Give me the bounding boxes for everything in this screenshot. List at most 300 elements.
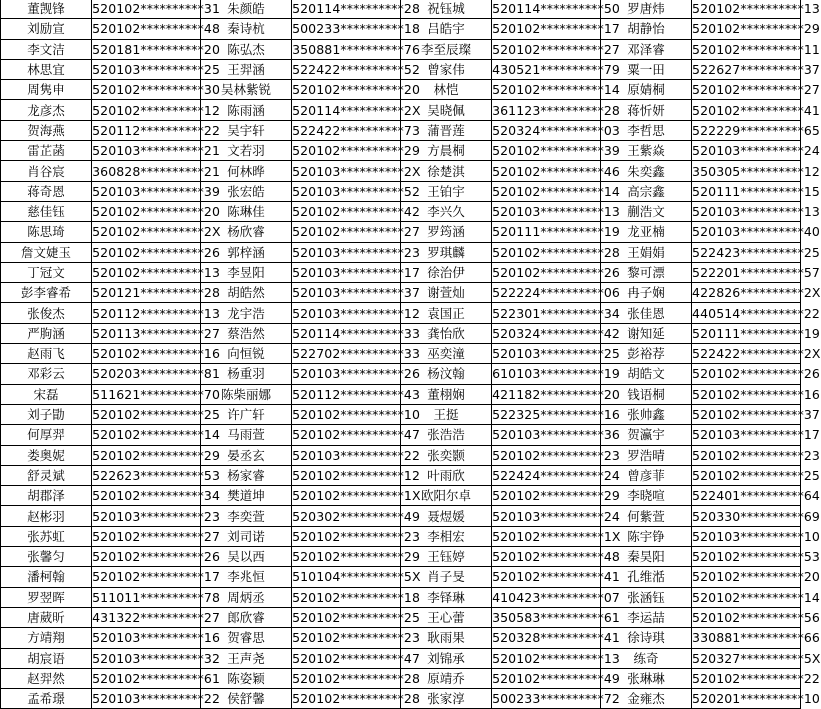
student-name-cell: 张涵钰 <box>600 587 691 607</box>
id-number-cell: 520103**********39 <box>92 181 201 201</box>
id-number-cell: 520328**********41 <box>492 628 601 648</box>
id-number-cell: 520102**********29 <box>292 547 401 567</box>
id-number-cell: 520102**********27 <box>492 39 601 59</box>
id-number-cell: 520103**********17 <box>692 425 801 445</box>
id-number-cell: 522423**********25 <box>692 242 801 262</box>
student-name-cell: 钱语桐 <box>600 384 691 404</box>
id-number-cell: 520102**********14 <box>492 181 601 201</box>
id-number-cell: 520103**********32 <box>92 648 201 668</box>
student-name-cell: 秦诗杭 <box>200 19 291 39</box>
student-name-cell: 杨重羽 <box>200 364 291 384</box>
student-name-cell: 金雍杰 <box>600 689 691 709</box>
table-row <box>1 242 801 262</box>
student-name-cell: 邓彩云 <box>1 364 92 384</box>
id-number-cell: 520102**********47 <box>292 425 401 445</box>
student-name-cell: 王挺 <box>400 404 491 424</box>
student-name-cell: 袁国正 <box>400 303 491 323</box>
table-row <box>1 201 801 221</box>
student-name-cell: 徐治伊 <box>400 262 491 282</box>
student-name-cell: 董觊锋 <box>1 0 92 19</box>
id-number-cell: 520114**********28 <box>292 0 401 19</box>
table-row <box>1 607 801 627</box>
id-number-cell: 520102**********61 <box>92 668 201 688</box>
student-name-cell: 董栩娴 <box>400 384 491 404</box>
id-number-cell: 520102**********23 <box>292 526 401 546</box>
student-name-cell: 曾彦菲 <box>600 465 691 485</box>
id-number-cell: 520102**********12 <box>92 100 201 120</box>
id-number-cell: 522325**********16 <box>492 404 601 424</box>
student-name-cell: 宋磊 <box>1 384 92 404</box>
student-name-cell: 李文洁 <box>1 39 92 59</box>
id-number-cell: 520102**********28 <box>292 689 401 709</box>
student-name-cell: 原婧桐 <box>600 80 691 100</box>
id-number-cell: 520102**********27 <box>692 80 801 100</box>
id-number-cell: 520324**********03 <box>492 120 601 140</box>
student-name-cell: 徐诗琪 <box>600 628 691 648</box>
id-number-cell: 520103**********52 <box>292 181 401 201</box>
student-name-cell: 张佳恩 <box>600 303 691 323</box>
student-name-cell: 文若羽 <box>200 141 291 161</box>
id-number-cell: 520102**********34 <box>92 486 201 506</box>
student-name-cell: 张俊杰 <box>1 303 92 323</box>
id-number-cell: 522623**********53 <box>92 465 201 485</box>
table-row <box>1 364 801 384</box>
id-number-cell: 520103**********36 <box>492 425 601 445</box>
id-number-cell: 520102**********28 <box>292 668 401 688</box>
id-number-cell: 520114**********50 <box>492 0 601 19</box>
table-row <box>1 404 801 424</box>
student-name-cell: 马雨萱 <box>200 425 291 445</box>
id-number-cell: 520103**********24 <box>492 506 601 526</box>
table-row <box>1 526 801 546</box>
id-number-cell: 520102**********13 <box>492 648 601 668</box>
id-number-cell: 520102**********20 <box>92 201 201 221</box>
student-name-cell: 蒯浩文 <box>600 201 691 221</box>
id-number-cell: 520102**********23 <box>492 445 601 465</box>
student-name-cell: 胡皓然 <box>200 283 291 303</box>
student-name-cell: 龚怡欣 <box>400 323 491 343</box>
id-number-cell: 520102**********29 <box>92 445 201 465</box>
id-number-cell: 520102**********26 <box>692 364 801 384</box>
id-number-cell: 520102**********25 <box>692 465 801 485</box>
id-number-cell: 520103**********22 <box>292 445 401 465</box>
student-name-cell: 陈宇铮 <box>600 526 691 546</box>
id-number-cell: 330881**********66 <box>692 628 801 648</box>
id-number-cell: 520103**********2X <box>292 161 401 181</box>
student-name-cell: 张琳琳 <box>600 668 691 688</box>
id-number-cell: 520102**********16 <box>92 344 201 364</box>
table-row <box>1 161 801 181</box>
id-number-cell: 520181**********20 <box>92 39 201 59</box>
id-number-cell: 520102**********56 <box>692 607 801 627</box>
student-name-cell: 林思宜 <box>1 59 92 79</box>
id-number-cell: 520102**********49 <box>492 668 601 688</box>
student-name-cell: 贺睿思 <box>200 628 291 648</box>
id-number-cell: 520103**********25 <box>92 59 201 79</box>
table-row <box>1 222 801 242</box>
student-name-cell: 吴宇轩 <box>200 120 291 140</box>
student-name-cell: 张宏皓 <box>200 181 291 201</box>
student-name-cell: 胡宸语 <box>1 648 92 668</box>
id-number-cell: 520102**********23 <box>692 445 801 465</box>
id-number-cell: 520102**********16 <box>692 384 801 404</box>
id-number-cell: 520102**********29 <box>292 141 401 161</box>
student-name-cell: 王心蕾 <box>400 607 491 627</box>
student-name-cell: 张奕颢 <box>400 445 491 465</box>
id-number-cell: 520102**********28 <box>492 242 601 262</box>
student-name-cell: 巫奕潼 <box>400 344 491 364</box>
id-number-cell: 520102**********26 <box>492 262 601 282</box>
student-name-cell: 祝钰城 <box>400 0 491 19</box>
student-name-cell: 李兆恒 <box>200 567 291 587</box>
id-number-cell: 520114**********2X <box>292 100 401 120</box>
student-name-cell: 贺海燕 <box>1 120 92 140</box>
id-number-cell: 522702**********33 <box>292 344 401 364</box>
table-row <box>1 486 801 506</box>
id-number-cell: 520114**********33 <box>292 323 401 343</box>
id-number-cell: 520102**********1X <box>492 526 601 546</box>
student-name-cell: 罗翌晖 <box>1 587 92 607</box>
id-number-cell: 520102**********46 <box>492 161 601 181</box>
id-number-cell: 520103**********26 <box>292 364 401 384</box>
student-name-cell: 何厚羿 <box>1 425 92 445</box>
id-number-cell: 421182**********20 <box>492 384 601 404</box>
student-name-cell: 陈柴丽娜 <box>200 384 291 404</box>
table-row <box>1 384 801 404</box>
student-name-cell: 刘锦承 <box>400 648 491 668</box>
student-name-cell: 慈佳钰 <box>1 201 92 221</box>
id-number-cell: 500233**********72 <box>492 689 601 709</box>
student-name-cell: 唐葳昕 <box>1 607 92 627</box>
student-name-cell: 周隽申 <box>1 80 92 100</box>
student-name-cell: 方晨桐 <box>400 141 491 161</box>
student-name-cell: 彭裕荐 <box>600 344 691 364</box>
id-number-cell: 522229**********65 <box>692 120 801 140</box>
id-number-cell: 520102**********12 <box>292 465 401 485</box>
id-number-cell: 520102**********30 <box>92 80 201 100</box>
student-name-cell: 蔡浩然 <box>200 323 291 343</box>
student-name-cell: 罗筠涵 <box>400 222 491 242</box>
table-row <box>1 181 801 201</box>
student-name-cell: 周炳丞 <box>200 587 291 607</box>
student-name-cell: 龙宇浩 <box>200 303 291 323</box>
student-name-cell: 吕皓宇 <box>400 19 491 39</box>
id-number-cell: 520103**********13 <box>692 201 801 221</box>
student-name-cell: 赵羿然 <box>1 668 92 688</box>
student-name-cell: 李奕萱 <box>200 506 291 526</box>
id-number-cell: 520102**********42 <box>292 201 401 221</box>
student-name-cell: 张馨匀 <box>1 547 92 567</box>
id-number-cell: 520102**********27 <box>292 222 401 242</box>
id-number-cell: 520102**********41 <box>692 100 801 120</box>
id-number-cell: 520113**********27 <box>92 323 201 343</box>
table-row <box>1 465 801 485</box>
student-name-cell: 谢萱灿 <box>400 283 491 303</box>
id-number-cell: 520112**********22 <box>92 120 201 140</box>
id-number-cell: 520102**********29 <box>492 486 601 506</box>
id-number-cell: 520111**********19 <box>492 222 601 242</box>
id-number-cell: 520103**********23 <box>92 506 201 526</box>
id-number-cell: 520103**********16 <box>92 628 201 648</box>
id-number-cell: 520102**********37 <box>692 404 801 424</box>
student-name-cell: 王铂宇 <box>400 181 491 201</box>
id-number-cell: 522424**********24 <box>492 465 601 485</box>
id-number-cell: 520102**********17 <box>92 567 201 587</box>
student-name-cell: 朱颜皓 <box>200 0 291 19</box>
id-number-cell: 440514**********22 <box>692 303 801 323</box>
id-number-cell: 520102**********14 <box>492 80 601 100</box>
student-name-cell: 曾家伟 <box>400 59 491 79</box>
id-number-cell: 511011**********78 <box>92 587 201 607</box>
student-name-cell: 杨家睿 <box>200 465 291 485</box>
student-name-cell: 吴林紫锐 <box>200 80 291 100</box>
student-name-cell: 肖谷宸 <box>1 161 92 181</box>
id-number-cell: 520102**********13 <box>92 262 201 282</box>
id-number-cell: 520103**********22 <box>92 689 201 709</box>
student-name-cell: 詹文婕玉 <box>1 242 92 262</box>
id-number-cell: 520327**********5X <box>692 648 801 668</box>
id-number-cell: 520102**********11 <box>692 39 801 59</box>
id-number-cell: 520203**********81 <box>92 364 201 384</box>
id-number-cell: 520103**********25 <box>492 344 601 364</box>
student-name-cell: 李昱阳 <box>200 262 291 282</box>
id-number-cell: 520103**********37 <box>292 283 401 303</box>
student-name-cell: 方靖翔 <box>1 628 92 648</box>
student-name-cell: 龙亚楠 <box>600 222 691 242</box>
id-number-cell: 520102**********27 <box>92 526 201 546</box>
student-name-cell: 蒋忻妍 <box>600 100 691 120</box>
table-row <box>1 547 801 567</box>
student-name-cell: 张帅鑫 <box>600 404 691 424</box>
id-number-cell: 520324**********42 <box>492 323 601 343</box>
student-name-cell: 李运喆 <box>600 607 691 627</box>
id-number-cell: 522422**********73 <box>292 120 401 140</box>
id-number-cell: 520111**********15 <box>692 181 801 201</box>
student-name-cell: 严朐涵 <box>1 323 92 343</box>
student-name-cell: 晏丞玄 <box>200 445 291 465</box>
id-number-cell: 520102**********31 <box>92 0 201 19</box>
student-name-cell: 王娟娟 <box>600 242 691 262</box>
id-number-cell: 520102**********2X <box>92 222 201 242</box>
id-number-cell: 350305**********12 <box>692 161 801 181</box>
id-number-cell: 350583**********61 <box>492 607 601 627</box>
student-name-cell: 胡皓文 <box>600 364 691 384</box>
id-number-cell: 431322**********27 <box>92 607 201 627</box>
id-number-cell: 520103**********23 <box>292 242 401 262</box>
id-number-cell: 520330**********69 <box>692 506 801 526</box>
table-row <box>1 648 801 668</box>
student-name-cell: 陈雨涵 <box>200 100 291 120</box>
student-name-cell: 彭李睿希 <box>1 283 92 303</box>
id-number-cell: 520102**********1X <box>292 486 401 506</box>
student-name-cell: 李兴久 <box>400 201 491 221</box>
table-row <box>1 100 801 120</box>
id-number-cell: 520102**********41 <box>492 567 601 587</box>
id-number-cell: 430521**********79 <box>492 59 601 79</box>
table-row <box>1 628 801 648</box>
student-name-cell: 邓泽睿 <box>600 39 691 59</box>
student-name-cell: 原靖乔 <box>400 668 491 688</box>
id-number-cell: 520102**********29 <box>692 19 801 39</box>
student-name-cell: 李至辰璨 <box>400 39 491 59</box>
student-name-cell: 郎欣睿 <box>200 607 291 627</box>
student-name-cell: 刘司诺 <box>200 526 291 546</box>
student-name-cell: 肖子旻 <box>400 567 491 587</box>
id-number-cell: 520103**********24 <box>692 141 801 161</box>
id-number-cell: 520302**********49 <box>292 506 401 526</box>
student-name-cell: 吴以西 <box>200 547 291 567</box>
student-name-cell: 许广轩 <box>200 404 291 424</box>
table-row <box>1 262 801 282</box>
table-row <box>1 567 801 587</box>
student-name-cell: 丁冠文 <box>1 262 92 282</box>
table-row <box>1 587 801 607</box>
id-number-cell: 520102**********14 <box>692 587 801 607</box>
student-name-cell: 胡郡泽 <box>1 486 92 506</box>
student-name-cell: 杨汶翰 <box>400 364 491 384</box>
student-name-cell: 刘子勖 <box>1 404 92 424</box>
table-row <box>1 323 801 343</box>
id-number-cell: 350881**********76 <box>292 39 401 59</box>
id-number-cell: 520102**********20 <box>292 80 401 100</box>
student-name-cell: 耿雨果 <box>400 628 491 648</box>
student-name-cell: 李哲思 <box>600 120 691 140</box>
table-row <box>1 344 801 364</box>
table-row <box>1 19 801 39</box>
id-number-cell: 522422**********2X <box>692 344 801 364</box>
id-number-cell: 520102**********13 <box>692 0 801 19</box>
id-number-cell: 422826**********2X <box>692 283 801 303</box>
student-name-cell: 向恒锐 <box>200 344 291 364</box>
student-name-cell: 蒋奇恩 <box>1 181 92 201</box>
student-name-cell: 朱奕鑫 <box>600 161 691 181</box>
id-number-cell: 520112**********13 <box>92 303 201 323</box>
id-number-cell: 520103**********17 <box>292 262 401 282</box>
student-name-cell: 李相宏 <box>400 526 491 546</box>
student-name-cell: 张苏虹 <box>1 526 92 546</box>
table-row <box>1 303 801 323</box>
student-name-cell: 黎可漂 <box>600 262 691 282</box>
student-name-cell: 王声尧 <box>200 648 291 668</box>
id-number-cell: 520102**********10 <box>292 404 401 424</box>
id-number-cell: 520112**********43 <box>292 384 401 404</box>
student-name-cell: 潘柯翰 <box>1 567 92 587</box>
student-name-cell: 郭梓涵 <box>200 242 291 262</box>
id-number-cell: 361123**********28 <box>492 100 601 120</box>
student-name-cell: 张浩浩 <box>400 425 491 445</box>
table-row <box>1 120 801 140</box>
id-number-cell: 522201**********57 <box>692 262 801 282</box>
id-number-cell: 520201**********10 <box>692 689 801 709</box>
table-row <box>1 80 801 100</box>
student-name-cell: 秦昊阳 <box>600 547 691 567</box>
id-number-cell: 520102**********39 <box>492 141 601 161</box>
student-name-cell: 欧阳尔卓 <box>400 486 491 506</box>
table-row <box>1 283 801 303</box>
student-name-cell: 龙彦杰 <box>1 100 92 120</box>
student-name-cell: 罗浩晴 <box>600 445 691 465</box>
student-name-cell: 叶雨欣 <box>400 465 491 485</box>
student-name-cell: 林恺 <box>400 80 491 100</box>
student-name-cell: 谢知延 <box>600 323 691 343</box>
student-name-cell: 罗唐炜 <box>600 0 691 19</box>
id-number-cell: 522301**********34 <box>492 303 601 323</box>
student-name-cell: 陈琳佳 <box>200 201 291 221</box>
id-number-cell: 410423**********07 <box>492 587 601 607</box>
id-number-cell: 510104**********5X <box>292 567 401 587</box>
id-number-cell: 520102**********25 <box>92 404 201 424</box>
id-number-cell: 520111**********19 <box>692 323 801 343</box>
id-number-cell: 520102**********26 <box>92 242 201 262</box>
id-number-cell: 360828**********21 <box>92 161 201 181</box>
id-number-cell: 520103**********21 <box>92 141 201 161</box>
id-number-cell: 610103**********19 <box>492 364 601 384</box>
student-name-cell: 高宗鑫 <box>600 181 691 201</box>
student-name-cell: 聂煜媛 <box>400 506 491 526</box>
student-name-cell: 王羿涵 <box>200 59 291 79</box>
table-row <box>1 668 801 688</box>
student-name-cell: 张家淳 <box>400 689 491 709</box>
id-number-cell: 522224**********06 <box>492 283 601 303</box>
table-row <box>1 689 801 709</box>
student-name-cell: 罗琪麟 <box>400 242 491 262</box>
table-row <box>1 506 801 526</box>
id-number-cell: 520102**********48 <box>492 547 601 567</box>
id-number-cell: 520102**********23 <box>292 628 401 648</box>
id-number-cell: 520102**********48 <box>92 19 201 39</box>
id-number-cell: 522627**********37 <box>692 59 801 79</box>
id-number-cell: 500233**********18 <box>292 19 401 39</box>
id-number-cell: 520102**********17 <box>492 19 601 39</box>
id-number-cell: 520102**********22 <box>692 668 801 688</box>
student-name-cell: 何紫萱 <box>600 506 691 526</box>
id-number-cell: 520102**********26 <box>92 547 201 567</box>
id-number-cell: 520121**********28 <box>92 283 201 303</box>
student-name-cell: 胡静怡 <box>600 19 691 39</box>
id-number-cell: 522422**********52 <box>292 59 401 79</box>
student-name-cell: 徐楚淇 <box>400 161 491 181</box>
roster-body <box>1 0 821 709</box>
student-name-cell: 陈思琦 <box>1 222 92 242</box>
student-name-cell: 樊道坤 <box>200 486 291 506</box>
id-number-cell: 520102**********25 <box>292 607 401 627</box>
student-name-cell: 赵彬羽 <box>1 506 92 526</box>
table-row <box>1 445 801 465</box>
id-number-cell: 520102**********14 <box>92 425 201 445</box>
student-name-cell: 舒灵斌 <box>1 465 92 485</box>
student-name-cell: 贺瀛宇 <box>600 425 691 445</box>
student-name-cell: 王紫焱 <box>600 141 691 161</box>
id-number-cell: 520102**********20 <box>692 567 801 587</box>
table-row <box>1 141 801 161</box>
student-name-cell: 雷芷菡 <box>1 141 92 161</box>
student-name-cell: 杨欣睿 <box>200 222 291 242</box>
student-name-cell: 刘励宣 <box>1 19 92 39</box>
id-number-cell: 520103**********10 <box>692 526 801 546</box>
student-name-cell: 王钰婷 <box>400 547 491 567</box>
id-number-cell: 520103**********40 <box>692 222 801 242</box>
student-name-cell: 陈弘杰 <box>200 39 291 59</box>
student-name-cell: 冉子娴 <box>600 283 691 303</box>
id-number-cell: 520103**********12 <box>292 303 401 323</box>
table-row <box>1 59 801 79</box>
student-name-cell: 孟希璟 <box>1 689 92 709</box>
table-row <box>1 39 801 59</box>
student-name-cell: 娄奥妮 <box>1 445 92 465</box>
student-name-cell: 侯舒馨 <box>200 689 291 709</box>
student-name-cell: 陈姿颖 <box>200 668 291 688</box>
id-number-cell: 520102**********18 <box>292 587 401 607</box>
